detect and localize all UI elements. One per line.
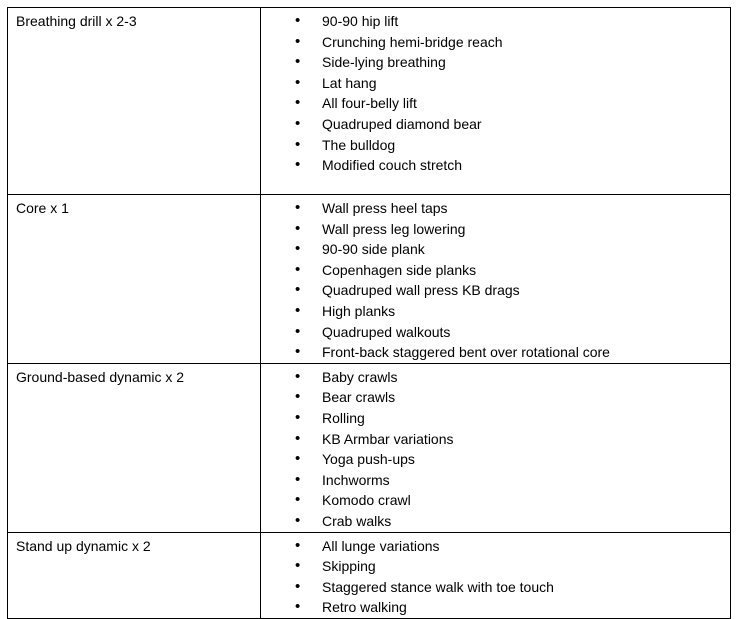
list-item: • Crab walks xyxy=(261,511,730,532)
list-item: • KB Armbar variations xyxy=(261,429,730,450)
category-label: Ground-based dynamic x 2 xyxy=(16,368,185,385)
category-label: Core x 1 xyxy=(16,200,69,216)
table-row-core xyxy=(8,195,731,364)
list-item: • Modified couch stretch xyxy=(261,155,730,176)
exercise-table xyxy=(7,7,731,619)
table-row-stand-up-dynamic xyxy=(8,532,731,618)
list-item: • Bear crawls xyxy=(261,387,730,408)
list-item: • Wall press leg lowering xyxy=(261,219,730,240)
items-cell xyxy=(261,363,731,532)
list-item: • Quadruped diamond bear xyxy=(261,114,730,135)
exercise-list xyxy=(261,11,730,176)
list-item: • Crunching hemi-bridge reach xyxy=(261,32,730,53)
exercise-list xyxy=(261,367,730,532)
list-item: • High planks xyxy=(261,301,730,322)
category-label: Stand up dynamic x 2 xyxy=(16,537,151,554)
items-cell xyxy=(261,195,731,364)
list-item: • 90-90 hip lift xyxy=(261,11,730,32)
list-item: • Quadruped wall press KB drags xyxy=(261,280,730,301)
list-item: • The bulldog xyxy=(261,135,730,156)
category-cell xyxy=(8,195,261,364)
list-item: • All lunge variations xyxy=(261,536,730,557)
list-item: • Inchworms xyxy=(261,470,730,491)
list-item: • Wall press heel taps xyxy=(261,198,730,219)
list-item: • Copenhagen side planks xyxy=(261,260,730,281)
list-item: • Quadruped walkouts xyxy=(261,322,730,343)
exercise-list xyxy=(261,198,730,363)
table-row-ground-based-dynamic xyxy=(8,363,731,532)
category-cell xyxy=(8,8,261,195)
table-row-breathing-drill xyxy=(8,8,731,195)
list-item: • Baby crawls xyxy=(261,367,730,388)
list-item: • Rolling xyxy=(261,408,730,429)
items-cell xyxy=(261,532,731,618)
category-cell xyxy=(8,532,261,618)
items-cell xyxy=(261,8,731,195)
list-item: • Front-back staggered bent over rotational core xyxy=(261,342,730,363)
list-item: • Side-lying breathing xyxy=(261,52,730,73)
list-item: • All four-belly lift xyxy=(261,93,730,114)
exercise-list xyxy=(261,536,730,618)
category-label: Breathing drill x 2-3 xyxy=(16,13,137,29)
list-item: • Retro walking xyxy=(261,597,730,618)
list-item: • Yoga push-ups xyxy=(261,449,730,470)
list-item: • Skipping xyxy=(261,556,730,577)
list-item: • Staggered stance walk with toe touch xyxy=(261,577,730,598)
list-item: • Komodo crawl xyxy=(261,490,730,511)
category-cell xyxy=(8,363,261,532)
list-item: • 90-90 side plank xyxy=(261,239,730,260)
list-item: • Lat hang xyxy=(261,73,730,94)
